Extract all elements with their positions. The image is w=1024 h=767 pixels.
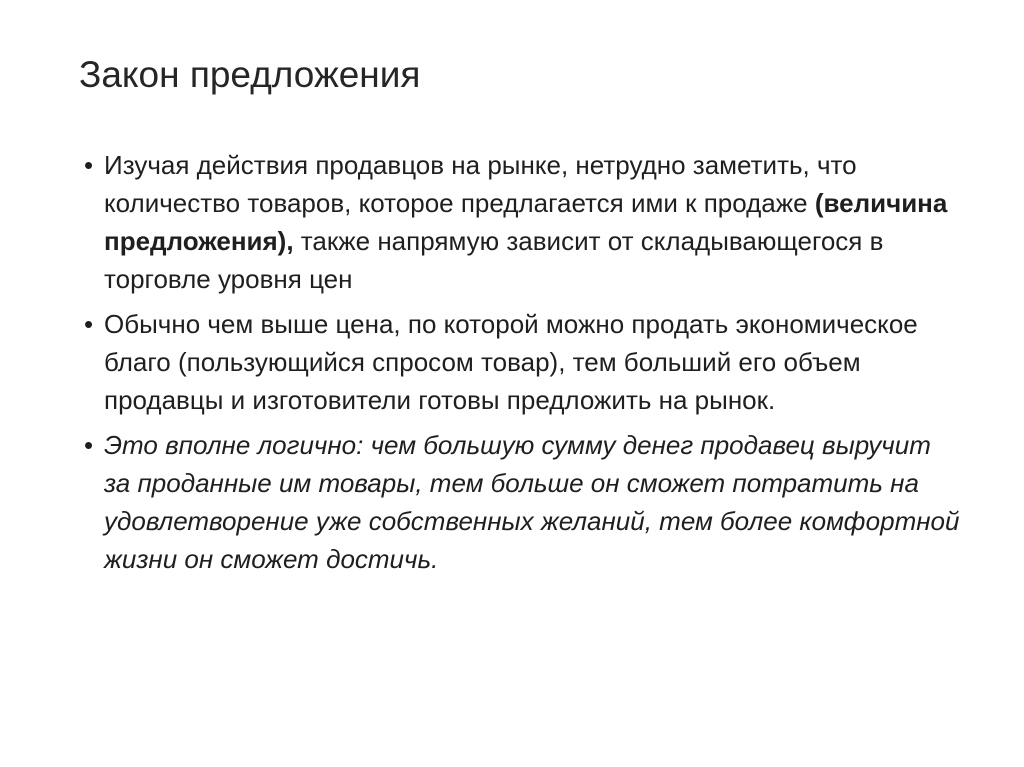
bullet-item-3 bbox=[84, 426, 964, 578]
bullet-text bbox=[104, 146, 964, 298]
bullet-text-part: также напрямую зависит от складывающегося в торговле уровня цен bbox=[104, 226, 884, 294]
bullet-bold-term: (величина предложения), bbox=[104, 188, 948, 256]
bullet-text: Это вполне логично: чем большую сумму денег продавец выручит за проданные им товары, тем больше он сможет потратить на удовлетворение уже собственных желаний, тем более комфортной жизни он сможет достичь. bbox=[104, 430, 960, 574]
slide-title: Закон предложения bbox=[79, 54, 421, 95]
bullet-marker: • bbox=[84, 309, 94, 339]
bullet-item-2 bbox=[84, 305, 964, 419]
bullet-text: Обычно чем выше цена, по которой можно продать экономическое благо (пользующийся спросом товар), тем больший его объем продавцы и изготовители готовы предложить на рынок. bbox=[104, 309, 918, 415]
bullet-marker: • bbox=[84, 430, 94, 460]
bullet-marker: • bbox=[84, 150, 94, 180]
bullet-list bbox=[84, 146, 964, 585]
bullet-text-part: Изучая действия продавцов на рынке, нетрудно заметить, что количество товаров, которое предлагается ими к продаже bbox=[104, 150, 857, 218]
bullet-item-1 bbox=[84, 146, 964, 298]
